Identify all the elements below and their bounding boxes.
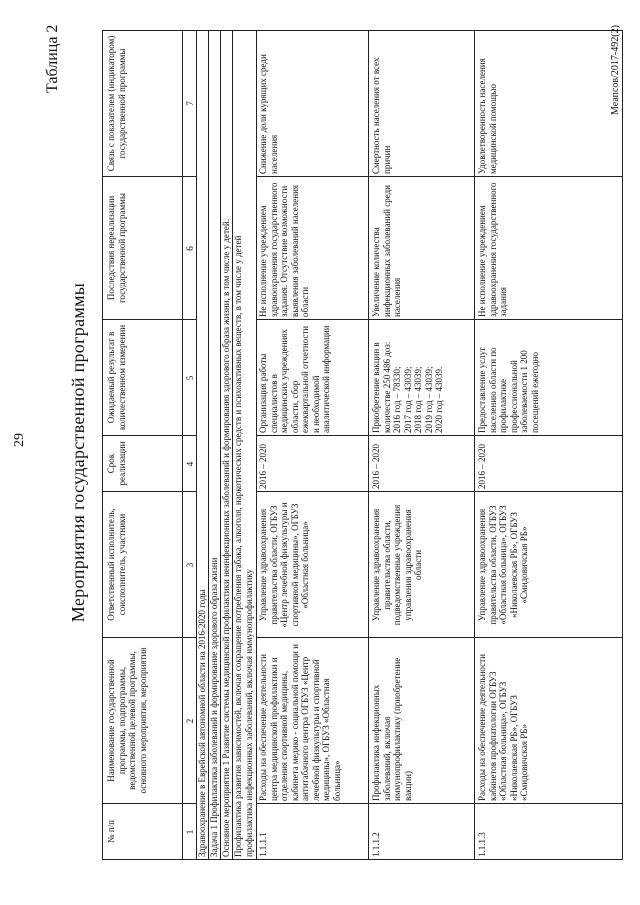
col-number-1: 1 <box>185 829 195 835</box>
header-indicator: Связь с показателем (индикатором) государственной программы <box>106 35 127 172</box>
footer-code: Меапсов/2017-492(2) <box>610 25 621 115</box>
row2-indicator: Смертность населения от всех причин <box>371 57 392 174</box>
table-rule-h <box>622 30 623 860</box>
table-rule-v <box>102 637 196 638</box>
header-name: Наименование государственной программы, подпрограммы, ведомственной целевой программы, основного мероприятия, мероприятия <box>106 647 148 794</box>
table-rule-h <box>220 30 221 860</box>
col-number-4: 4 <box>185 461 195 467</box>
table-rule-v <box>102 176 196 177</box>
col-number-6: 6 <box>185 246 195 251</box>
table-rule-v <box>102 319 196 320</box>
row1-consequence: Не исполнение учреждением здравоохранения государственного задания. Отсутствие возможности выявления заболеваний населения области <box>258 182 310 317</box>
table-rule-v <box>102 491 196 492</box>
table-rule-h <box>232 30 233 860</box>
row1-num: 1.1.1.1 <box>258 832 268 857</box>
table-rule-v <box>102 803 196 804</box>
col-number-3: 3 <box>185 562 195 568</box>
row3-indicator: Удовлетворенность населения медицинской помощью <box>477 58 498 174</box>
col-number-7: 7 <box>185 101 195 106</box>
span-row-prevention: Профилактика развития зависимостей, включая сокращение потребления табака, алкоголя, наркотических средств и психоактивных веществ, в том числе у детей <box>233 235 243 857</box>
table-rule-h <box>196 30 197 860</box>
table-rule-h <box>208 30 209 860</box>
span-row-infection: профилактика инфекционных заболеваний, включая иммунопрофилактику <box>244 568 254 857</box>
row3-result: Предоставление услуг населению области по профилактике профессиональной заболеваемости 1 200 посещений ежегодно <box>477 347 540 433</box>
table-rule-v <box>256 803 622 804</box>
span-row-task: Задача 1 Профилактика заболеваний и формирование здорового образа жизни <box>209 557 219 857</box>
row1-name: Расходы на обеспечение деятельности центра медицинской профилактики и отделения спортивной медицины, кабинета медико - социальной помощи и антитабачного центра ОГБУЗ «Центр лечебной физкультуры и спортивной медицины», ОГБУЗ «Областная больница» <box>258 644 342 801</box>
span-row-main-measure: Основное мероприятие 1 Развитие системы медицинской профилактики неинфекционных заболеваний и формирования здорового образа жизни, в том числе у детей. <box>221 219 231 857</box>
header-consequence: Последствия нереализации государственной программы <box>106 193 127 303</box>
row3-consequence: Не исполнение учреждением здравоохранения государственного задания <box>477 182 508 317</box>
header-executor: Ответственный исполнитель, соисполнитель, участники <box>106 508 127 621</box>
row2-consequence: Увеличение количества инфекционных заболеваний среди населения <box>371 185 402 317</box>
row1-period: 2016 – 2020 <box>258 444 268 489</box>
table-rule-h <box>182 30 183 860</box>
table-rule-h <box>256 30 257 860</box>
row1-executor: Управление здравоохранения правительства области, ОГБУЗ «Центр лечебной физкультуры и спортивной медицины», ОГБУЗ «Областная больница» <box>258 502 310 628</box>
page-title: Мероприятия государственной программы <box>68 282 88 623</box>
table-rule-v <box>256 319 622 320</box>
header-result: Ожидаемый результат в количественном измерении <box>106 324 127 431</box>
row3-executor: Управление здравоохранения правительства области, ОГБУЗ «Областная больница», ОГБУЗ «Николаевская РБ», ОГБУЗ «Смидовичская РБ» <box>477 505 529 625</box>
table-rule-v <box>256 176 622 177</box>
table-rule-v <box>256 637 622 638</box>
row1-result: Организация работы специалистов в медицинских учреждениях области, сбор ежеквартальной отчетности и необходимой аналитической информации <box>258 325 331 433</box>
span-row-program: Здравоохранение в Еврейской автономной области на 2016-2020 годы <box>197 589 207 857</box>
row3-num: 1.1.1.3 <box>477 832 487 857</box>
col-number-5: 5 <box>185 375 195 381</box>
program-measures-table <box>102 30 622 860</box>
row3-name: Расходы на обеспечение деятельности кабинетов профпатологии ОГБУЗ «Областная больница», ОГБУЗ «Николаевская РБ», ОГБУЗ «Смидовичская РБ» <box>477 654 529 801</box>
table-rule-v <box>256 491 622 492</box>
row2-period: 2016 – 2020 <box>371 444 381 489</box>
row1-indicator: Снижение доли курящих среди населения <box>258 54 279 174</box>
row2-name: Профилактика инфекционных заболеваний, включая иммунопрофилактику (приобретение вакцин) <box>371 657 413 801</box>
table-rule-h <box>102 30 103 860</box>
table-rule-v <box>102 859 622 860</box>
row2-result: Приобретение вакцин в количестве 250 486 доз: 2016 год – 78330; 2017 год – 43039; 2018 год – 43039; 2019 год – 43039; 2020 год – 43039. <box>371 341 444 433</box>
row2-executor: Управление здравоохранения правительства области, подведомственные учреждения управления здравоохранения области <box>371 504 423 626</box>
header-num: № п/п <box>106 820 116 843</box>
row2-num: 1.1.1.2 <box>371 832 381 857</box>
header-period: Срок реализации <box>106 441 127 486</box>
table-rule-v <box>102 30 622 31</box>
table-label: Таблица 2 <box>44 24 61 93</box>
table-rule-h <box>368 30 369 860</box>
page-number: 29 <box>12 433 27 447</box>
col-number-2: 2 <box>185 718 195 724</box>
table-rule-h <box>474 30 475 860</box>
table-rule-v <box>102 435 196 436</box>
row3-period: 2016 – 2020 <box>477 444 487 489</box>
table-rule-v <box>256 435 622 436</box>
